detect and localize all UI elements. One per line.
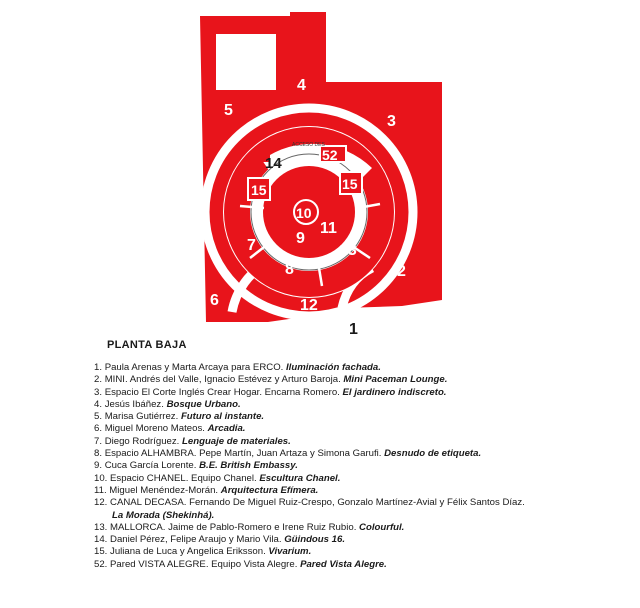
label-10: 10 xyxy=(296,205,312,221)
top-left-void xyxy=(216,34,276,90)
label-9: 9 xyxy=(296,230,305,247)
legend-item-text: Daniel Pérez, Felipe Araujo y Mario Vila. xyxy=(110,534,282,546)
legend-item-title: Colourful. xyxy=(359,521,405,533)
legend-item xyxy=(94,473,614,485)
legend-item-text: Paula Arenas y Marta Arcaya para ERCO. xyxy=(104,362,284,373)
label-11: 11 xyxy=(320,220,337,237)
label-6: 6 xyxy=(210,292,219,309)
legend-item-number: 8. xyxy=(94,448,103,460)
legend-item-text: Marisa Gutiérrez. xyxy=(104,411,179,423)
legend-item-number: 14. xyxy=(94,534,108,546)
legend-item-number: 15. xyxy=(94,546,108,558)
legend-item-title: Vivarium. xyxy=(268,546,312,558)
label-5: 5 xyxy=(224,102,233,119)
legend-item xyxy=(94,423,614,435)
label-15-right: 15 xyxy=(342,176,358,192)
legend-item-title: Desnudo de etiqueta. xyxy=(384,448,482,460)
label-13: 13 xyxy=(339,242,357,259)
legend-item-text: Miguel Moreno Mateos. xyxy=(104,423,205,435)
legend-item-number: 9. xyxy=(94,460,103,472)
legend-item xyxy=(94,362,614,374)
legend-item xyxy=(94,534,614,546)
label-15-left: 15 xyxy=(251,182,267,198)
legend-item-text: CANAL DECASA. Fernando De Miguel Ruiz-Crespo, Gonzalo Martínez-Avial y Félix Santos Díaz. xyxy=(110,497,525,509)
legend-item-number: 5. xyxy=(94,411,103,423)
label-7: 7 xyxy=(247,237,256,254)
legend-item-text: Juliana de Luca y Angelica Eriksson. xyxy=(110,546,266,558)
legend-item xyxy=(94,497,614,522)
legend-item-text: Jesús Ibáñez. xyxy=(104,398,164,410)
legend-item-text: MINI. Andrés del Valle, Ignacio Estévez y Arturo Baroja. xyxy=(104,374,341,386)
legend-item-title: Bosque Urbano. xyxy=(166,398,241,410)
legend-item-number: 2. xyxy=(94,374,103,386)
legend-item xyxy=(94,485,614,497)
legend-list xyxy=(94,362,614,571)
legend-item-text: Espacio ALHAMBRA. Pepe Martín, Juan Artaza y Simona Garufi. xyxy=(104,448,382,460)
legend-item-title: Escultura Chanel. xyxy=(259,472,341,484)
legend-item xyxy=(94,399,614,411)
legend-item xyxy=(94,387,614,399)
legend-item xyxy=(94,546,614,558)
legend-item-text: Espacio El Corte Inglés Crear Hogar. Encarna Romero. xyxy=(104,386,340,398)
legend-item-text: Cuca García Lorente. xyxy=(104,460,197,472)
legend-item-number: 3. xyxy=(94,386,103,398)
legend-item-title: Arcadia. xyxy=(207,423,246,435)
legend-item-title: Lenguaje de materiales. xyxy=(182,435,291,447)
legend-item-number: 10. xyxy=(94,472,108,484)
legend-item-text: MALLORCA. Jaime de Pablo-Romero e Irene Ruiz Rubio. xyxy=(110,521,357,533)
legend-item xyxy=(94,522,614,534)
legend-item-number: 1. xyxy=(94,362,103,373)
legend-item-text: Diego Rodríguez. xyxy=(104,435,180,447)
legend-item-title: Mini Paceman Lounge. xyxy=(343,374,448,386)
legend-item-number: 12. xyxy=(94,497,108,509)
legend-heading: PLANTA BAJA xyxy=(107,339,187,351)
legend-item-title: Futuro al instante. xyxy=(180,411,265,423)
legend-item xyxy=(94,460,614,472)
legend-item-title: Iluminación fachada. xyxy=(286,362,381,373)
legend-item-text: Espacio CHANEL. Equipo Chanel. xyxy=(110,472,257,484)
legend-item xyxy=(94,436,614,448)
legend-item-number: 4. xyxy=(94,398,103,410)
label-4: 4 xyxy=(297,77,306,94)
legend-item xyxy=(94,448,614,460)
legend-item-title: La Morada (Shekinhá). xyxy=(112,509,215,521)
legend-item xyxy=(94,411,614,423)
legend-item-number: 13. xyxy=(94,521,108,533)
legend-item-number: 6. xyxy=(94,423,103,435)
legend-item-title: El jardinero indiscreto. xyxy=(342,386,447,398)
legend-item-title: Arquitectura Efímera. xyxy=(220,484,319,496)
legend-item-number: 52. xyxy=(94,558,108,570)
legend-item-text: Miguel Menéndez-Morán. xyxy=(109,484,219,496)
label-52: 52 xyxy=(322,147,338,163)
label-14: 14 xyxy=(265,155,282,172)
label-8: 8 xyxy=(285,261,294,278)
label-3: 3 xyxy=(387,113,396,130)
label-12: 12 xyxy=(300,297,318,314)
access-label: ACCESO DES xyxy=(292,142,325,148)
legend-item-title: Güindous 16. xyxy=(284,534,345,546)
legend-item-title: B.E. British Embassy. xyxy=(199,460,298,472)
label-1: 1 xyxy=(349,321,358,335)
legend-item-number: 11. xyxy=(94,484,107,496)
label-2: 2 xyxy=(397,263,406,280)
legend-item-number: 7. xyxy=(94,435,103,447)
legend-item xyxy=(94,374,614,386)
legend-item-title: Pared Vista Alegre. xyxy=(300,558,387,570)
legend-item-text: Pared VISTA ALEGRE. Equipo Vista Alegre. xyxy=(110,558,298,570)
legend-item xyxy=(94,559,614,571)
